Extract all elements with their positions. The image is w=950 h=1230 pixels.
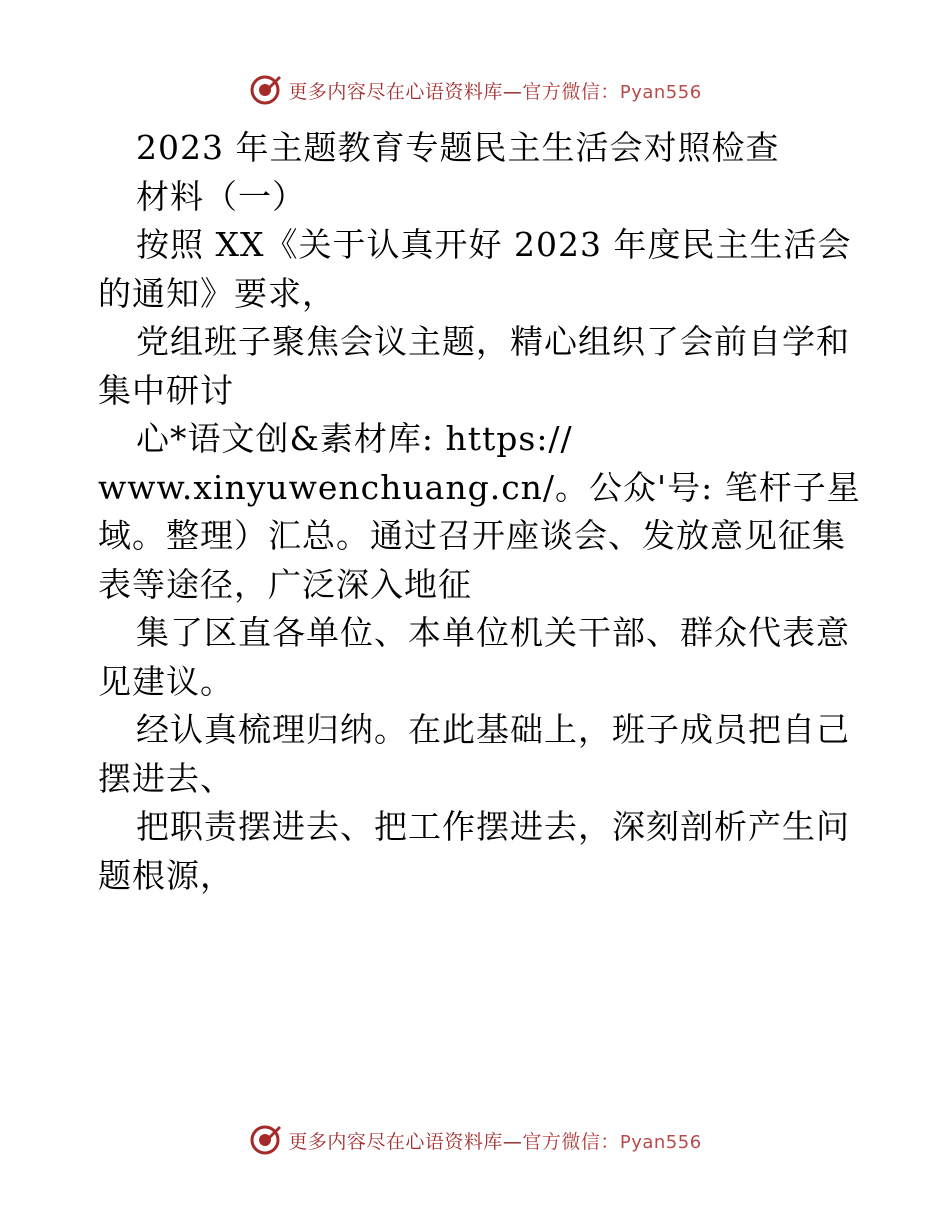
banner-content xyxy=(248,73,701,107)
banner-wechat-label: 官方微信： xyxy=(522,1130,620,1153)
banner-wechat-id: Pyan556 xyxy=(619,81,702,103)
doc-line: 摆进去、 xyxy=(98,758,234,798)
banner-content xyxy=(248,1123,701,1157)
doc-line: 心*语文创&素材库: https:// xyxy=(136,419,573,458)
doc-line: 按照 XX《关于认真开好 2023 年度民主生活会 xyxy=(136,225,852,264)
doc-line: 把职责摆进去、把工作摆进去，深刻剖析产生问 xyxy=(136,807,850,846)
banner-separator: — xyxy=(502,1130,523,1153)
header-banner xyxy=(0,70,950,110)
doc-line: www.xinyuwenchuang.cn/。公众'号: 笔杆子星 xyxy=(98,467,861,507)
pen-circle-logo-icon xyxy=(248,73,282,107)
banner-separator: — xyxy=(502,80,523,103)
doc-line: 集中研讨 xyxy=(98,370,234,410)
doc-line: 表等途径，广泛深入地征 xyxy=(98,564,472,604)
doc-line: 域。整理）汇总。通过召开座谈会、发放意见征集 xyxy=(98,516,846,555)
banner-wechat-id: Pyan556 xyxy=(619,1131,702,1153)
document-body xyxy=(98,124,861,900)
doc-line: 题根源， xyxy=(98,855,234,895)
banner-text xyxy=(288,77,701,104)
footer-banner xyxy=(0,1120,950,1160)
doc-line: 见建议。 xyxy=(98,661,234,701)
pen-circle-logo-icon xyxy=(248,1123,282,1157)
banner-wechat-label: 官方微信： xyxy=(522,80,620,103)
doc-line: 经认真梳理归纳。在此基础上，班子成员把自己 xyxy=(136,710,850,749)
doc-line: 2023 年主题教育专题民主生活会对照检查 xyxy=(136,128,780,167)
doc-line: 党组班子聚焦会议主题，精心组织了会前自学和 xyxy=(136,322,850,361)
doc-line: 集了区直各单位、本单位机关干部、群众代表意 xyxy=(136,613,850,652)
banner-title: 更多内容尽在心语资料库 xyxy=(288,1130,503,1153)
doc-line: 的通知》要求， xyxy=(98,273,336,313)
doc-line: 材料（一） xyxy=(136,176,306,216)
banner-title: 更多内容尽在心语资料库 xyxy=(288,80,503,103)
banner-text xyxy=(288,1127,701,1154)
